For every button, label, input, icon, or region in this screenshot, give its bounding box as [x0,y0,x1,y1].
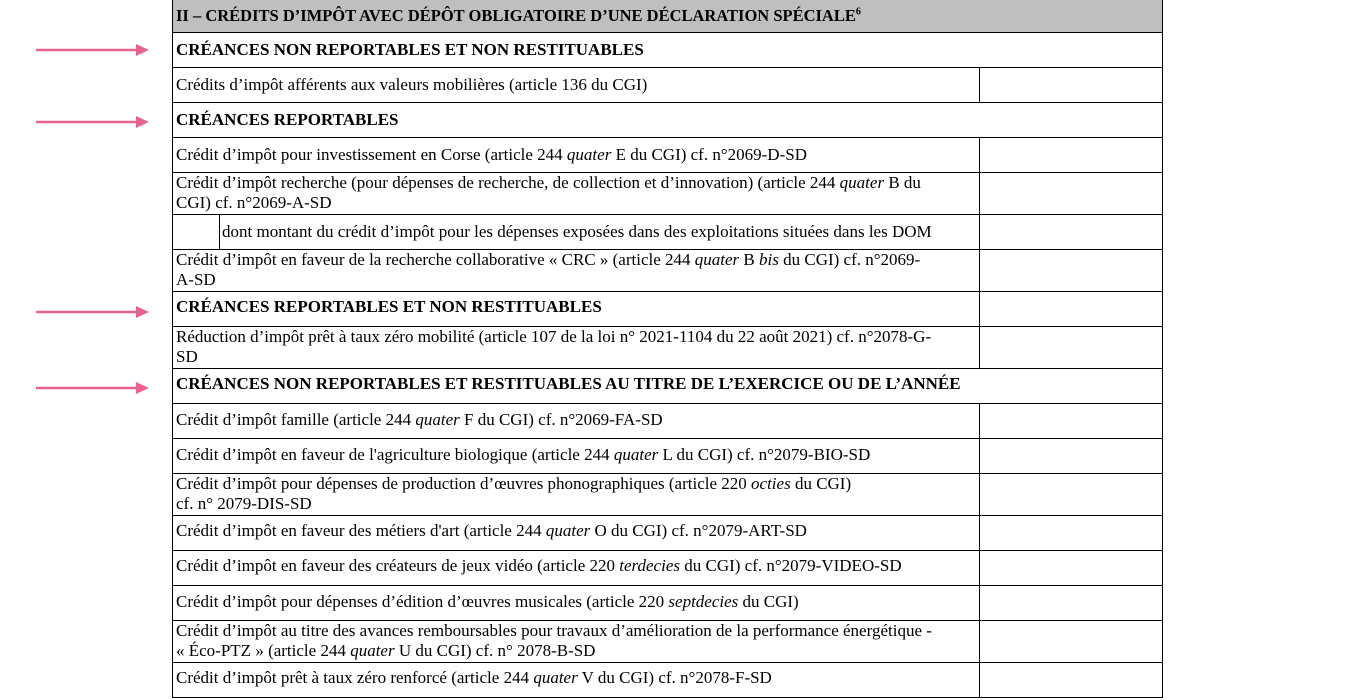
row-label: Crédit d’impôt pour dépenses de production d’œuvres phonographiques (article 220 octies du CGI) cf. n° 2079-DIS-SD [176,474,852,513]
arrow-right-icon [36,43,149,57]
amount-cell[interactable] [979,439,980,473]
table-row [172,474,1163,516]
section-row [172,369,1163,404]
table-row [172,404,1163,439]
section-title: CRÉANCES REPORTABLES ET NON RESTITUABLES [176,297,602,316]
arrow-right-icon [36,115,149,129]
amount-cell[interactable] [979,327,980,368]
amount-cell[interactable] [979,68,980,102]
table-row [172,173,1163,215]
row-label: Crédit d’impôt en faveur de la recherche collaborative « CRC » (article 244 quater B bis du CGI) cf. n°2069- A-SD [176,250,921,289]
section-row [172,103,1163,138]
table-row [172,551,1163,586]
table-row [172,250,1163,292]
amount-cell [979,292,980,326]
row-label: Crédit d’impôt au titre des avances remboursables pour travaux d’amélioration de la performance énergétique - « Éco-PTZ » (article 244 quater U du CGI) cf. n° 2078-B-SD [176,621,932,660]
row-label: Crédit d’impôt en faveur de l'agriculture biologique (article 244 quater L du CGI) cf. n°2079-BIO-SD [176,445,871,464]
header-title: II – CRÉDITS D’IMPÔT AVEC DÉPÔT OBLIGATOIRE D’UNE DÉCLARATION SPÉCIALE$^6$ [176,6,861,25]
amount-cell[interactable] [979,215,980,249]
row-label: Crédits d’impôt afférents aux valeurs mobilières (article 136 du CGI) [176,75,648,94]
row-label: Réduction d’impôt prêt à taux zéro mobilité (article 107 de la loi n° 2021-1104 du 22 août 2021) cf. n°2078-G- SD [176,327,932,366]
table-row [172,621,1163,663]
row-label: Crédit d’impôt famille (article 244 quater F du CGI) cf. n°2069-FA-SD [176,410,663,429]
row-label: Crédit d’impôt prêt à taux zéro renforcé (article 244 quater V du CGI) cf. n°2078-F-SD [176,668,772,687]
table-row [172,327,1163,369]
amount-cell[interactable] [979,250,980,291]
amount-cell[interactable] [979,663,980,697]
footnote-ref: 6 [855,6,861,18]
section-title: CRÉANCES REPORTABLES [176,110,399,129]
amount-cell[interactable] [979,474,980,515]
arrow-right-icon [36,381,149,395]
row-label: Crédit d’impôt pour investissement en Corse (article 244 quater E du CGI) cf. n°2069-D-SD [176,145,807,164]
amount-cell[interactable] [979,516,980,550]
table-row [172,215,1163,250]
table-row [172,586,1163,621]
table-row [172,663,1163,698]
row-label: Crédit d’impôt recherche (pour dépenses de recherche, de collection et d’innovation) (article 244 quater B du CGI) cf. n°2069-A-SD [176,173,921,212]
row-label: Crédit d’impôt en faveur des métiers d'art (article 244 quater O du CGI) cf. n°2079-ART-SD [176,521,807,540]
section-row [172,292,1163,327]
amount-cell[interactable] [979,138,980,172]
row-label: Crédit d’impôt pour dépenses d’édition d’œuvres musicales (article 220 septdecies du CGI) [176,592,799,611]
amount-cell[interactable] [979,173,980,214]
table-row [172,68,1163,103]
section-row [172,33,1163,68]
indent-cell [173,215,220,249]
arrow-right-icon [36,305,149,319]
section-title: CRÉANCES NON REPORTABLES ET RESTITUABLES AU TITRE DE L’EXERCICE OU DE L’ANNÉE [176,374,961,393]
amount-cell[interactable] [979,404,980,438]
row-label: dont montant du crédit d’impôt pour les dépenses exposées dans des exploitations situées dans les DOM [222,222,932,241]
row-label: Crédit d’impôt en faveur des créateurs de jeux vidéo (article 220 terdecies du CGI) cf. n°2079-VIDEO-SD [176,556,902,575]
table-row [172,439,1163,474]
amount-cell[interactable] [979,551,980,585]
section-title: CRÉANCES NON REPORTABLES ET NON RESTITUABLES [176,40,644,59]
table-row [172,516,1163,551]
table-header [172,0,1163,33]
amount-cell[interactable] [979,621,980,662]
amount-cell[interactable] [979,586,980,620]
table-row [172,138,1163,173]
